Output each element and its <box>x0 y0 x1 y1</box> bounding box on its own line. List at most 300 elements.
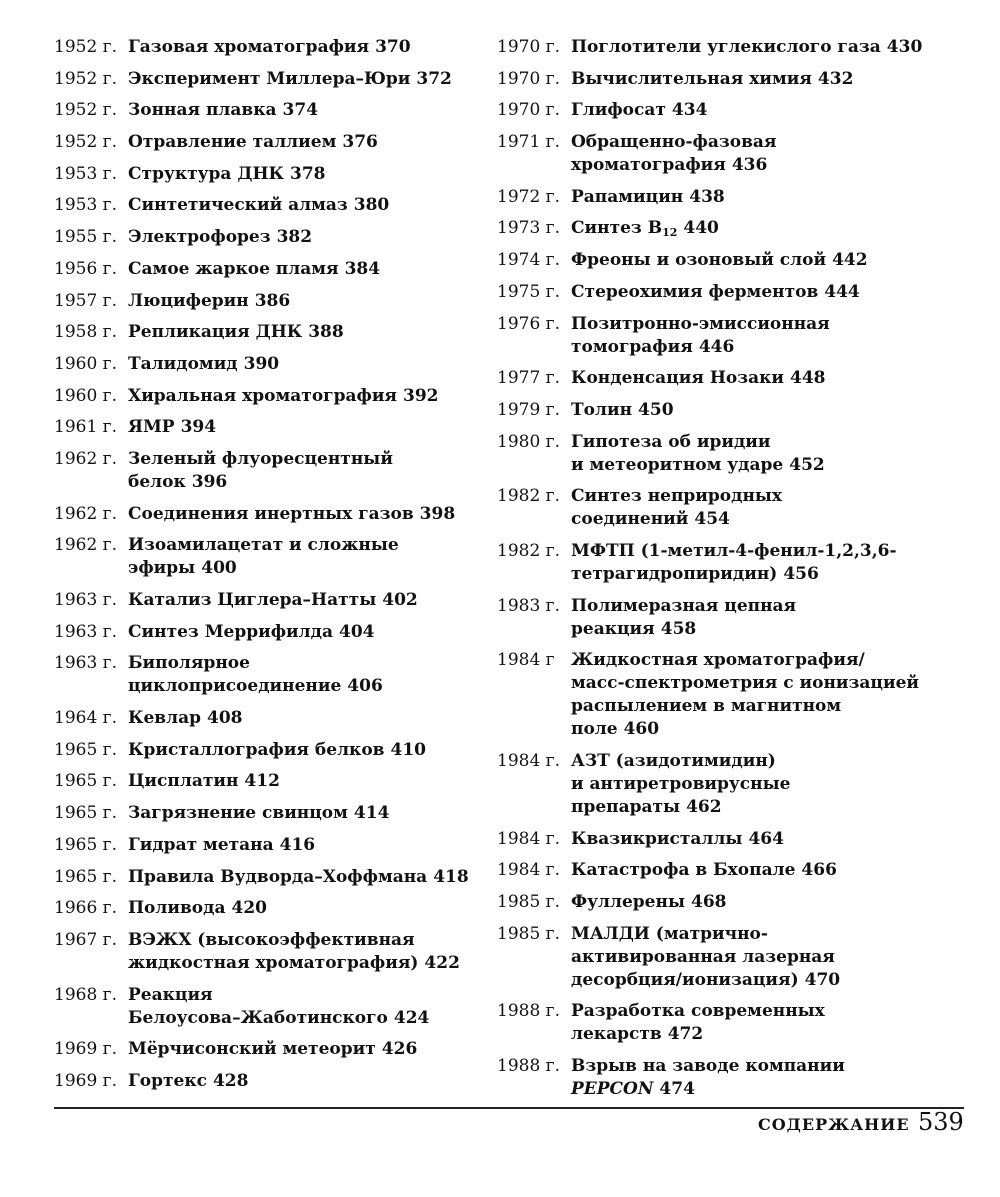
entry-year: 1973 г. <box>497 218 560 239</box>
entry-title <box>571 923 967 992</box>
entry-title-text: и антиретровирусные <box>571 774 791 794</box>
entry-title <box>128 1038 474 1061</box>
entry-title-text: Реакция <box>128 984 213 1005</box>
entry-page-number: 432 <box>817 68 854 89</box>
entry-page-number: 464 <box>748 828 784 849</box>
toc-entry <box>54 707 474 730</box>
entry-title-text: Разработка современных <box>571 1001 825 1022</box>
toc-entry <box>54 321 474 344</box>
entry-page-number: 422 <box>424 952 460 973</box>
entry-page-number: 450 <box>638 399 674 420</box>
entry-subscript: 12 <box>662 226 678 240</box>
entry-title-text: Катализ Циглера–Натты <box>128 590 377 610</box>
entry-title-text: ЯМР <box>128 417 175 438</box>
toc-entry <box>54 226 474 249</box>
entry-title-line <box>128 557 474 580</box>
toc-entry <box>497 1055 967 1101</box>
toc-entry <box>497 36 967 59</box>
entry-title <box>571 859 967 882</box>
toc-entry <box>497 649 967 741</box>
entry-page-number: 380 <box>353 195 390 216</box>
entry-title-text: и метеоритном ударе <box>571 454 784 475</box>
toc-entry <box>54 36 474 59</box>
entry-title <box>571 249 967 272</box>
entry-title-text: Отравление таллием <box>128 132 337 153</box>
entry-title-text: Цисплатин <box>128 771 239 792</box>
entry-title <box>128 416 474 439</box>
entry-title-text: Синтез B <box>571 218 663 239</box>
entry-page-number: 400 <box>201 558 237 579</box>
entry-year: 1962 г. <box>54 535 117 556</box>
entry-title-line <box>571 454 967 477</box>
entry-title-line <box>571 186 967 209</box>
entry-year: 1988 г. <box>497 1001 560 1022</box>
entry-title <box>128 707 474 730</box>
toc-column-right <box>497 36 967 1110</box>
entry-page-number: 406 <box>347 676 383 697</box>
entry-title-line <box>128 68 474 91</box>
entry-year: 1983 г. <box>497 595 560 616</box>
entry-page-number: 382 <box>276 227 313 248</box>
entry-title-line <box>128 739 474 762</box>
entry-page-number: 474 <box>659 1079 695 1100</box>
entry-year: 1965 г. <box>54 866 117 887</box>
entry-title-text: Изоамилацетат и сложные <box>128 535 399 556</box>
toc-entry <box>497 431 967 477</box>
toc-entry <box>497 131 967 177</box>
entry-title <box>571 750 967 819</box>
entry-page-number: 390 <box>243 353 280 374</box>
entry-year: 1952 г. <box>54 100 117 121</box>
entry-title-text: Поливода <box>128 898 226 919</box>
entry-title <box>571 36 967 59</box>
entry-year: 1984 г. <box>497 751 560 771</box>
toc-entry <box>497 750 967 819</box>
toc-entry <box>54 984 474 1030</box>
entry-title <box>128 534 474 580</box>
entry-title-line <box>128 984 474 1007</box>
entry-title-text: Белоусова–Жаботинского <box>128 1007 388 1028</box>
entry-year: 1968 г. <box>54 984 117 1005</box>
entry-page-number: 374 <box>282 100 319 121</box>
entry-page-number: 394 <box>180 417 217 438</box>
entry-year: 1962 г. <box>54 448 117 469</box>
toc-entry <box>497 217 967 240</box>
entry-title-line <box>571 399 967 422</box>
entry-title <box>128 929 474 975</box>
footer-rule <box>54 1107 964 1109</box>
entry-title-text: Зеленый флуоресцентный <box>128 448 393 469</box>
entry-page-number: 396 <box>191 471 228 492</box>
entry-title <box>128 131 474 154</box>
entry-year: 1974 г. <box>497 250 560 271</box>
toc-entry <box>497 367 967 390</box>
entry-page-number: 446 <box>698 336 735 357</box>
entry-title-line <box>571 773 967 796</box>
entry-title <box>571 431 967 477</box>
toc-entry <box>54 621 474 644</box>
toc-entry <box>54 589 474 612</box>
entry-page-number: 410 <box>390 739 426 760</box>
entry-year: 1976 г. <box>497 313 560 334</box>
entry-title-text: Талидомид <box>128 353 238 374</box>
entry-page-number: 444 <box>824 281 860 302</box>
entry-title-text: Взрыв на заводе компании <box>571 1056 845 1077</box>
entry-title-text: Хиральная хроматография <box>128 385 397 406</box>
entry-year: 1962 г. <box>54 503 117 524</box>
entry-title <box>128 866 474 889</box>
entry-title-line <box>571 595 967 618</box>
entry-title-line <box>128 290 474 313</box>
entry-year: 1982 г. <box>497 486 560 507</box>
entry-title-text: Соединения инертных газов <box>128 503 414 524</box>
toc-entry <box>54 68 474 91</box>
entry-title-line <box>571 946 967 969</box>
entry-page-number: 454 <box>694 509 730 530</box>
toc-entry <box>497 859 967 882</box>
entry-title-line <box>571 485 967 508</box>
entry-title <box>128 226 474 249</box>
entry-title-text: Эксперимент Миллера–Юри <box>128 68 411 89</box>
entry-title-text: МАЛДИ (матрично- <box>571 923 768 944</box>
entry-title-text: жидкостная хроматография) <box>128 952 419 973</box>
entry-title-line <box>128 929 474 952</box>
entry-page-number: 418 <box>433 866 469 887</box>
entry-title-text: Гипотеза об иридии <box>571 431 771 452</box>
toc-entry <box>54 534 474 580</box>
toc-entry <box>54 385 474 408</box>
entry-page-number: 402 <box>382 590 418 610</box>
entry-title-line <box>571 923 967 946</box>
entry-year: 1969 г. <box>54 1039 117 1060</box>
entry-title-text: Зонная плавка <box>128 100 277 121</box>
entry-title <box>128 353 474 376</box>
entry-title-text: поле <box>571 719 618 740</box>
entry-page-number: 470 <box>804 969 841 990</box>
entry-title <box>571 399 967 422</box>
entry-page-number: 378 <box>290 163 326 184</box>
entry-year: 1957 г. <box>54 290 117 311</box>
entry-title-line <box>571 891 967 914</box>
entry-year: 1960 г. <box>54 385 117 406</box>
entry-title-line <box>128 321 474 344</box>
entry-title-text: Гортекс <box>128 1070 207 1091</box>
entry-title-text: тетрагидропиридин) <box>571 563 778 584</box>
entry-title-line <box>128 707 474 730</box>
entry-title-line <box>571 540 967 563</box>
entry-title-text: Газовая хроматография <box>128 37 370 57</box>
entry-title <box>128 258 474 281</box>
entry-title-text: Полимеразная цепная <box>571 595 797 616</box>
entry-title-text: Жидкостная хроматография/ <box>571 650 865 671</box>
entry-title-line <box>128 770 474 793</box>
entry-page-number: 460 <box>623 719 660 740</box>
entry-title-line <box>128 353 474 376</box>
entry-title <box>128 834 474 857</box>
entry-title-line <box>128 503 474 526</box>
entry-title-text: препараты <box>571 797 681 817</box>
entry-title-line <box>571 796 967 819</box>
entry-title <box>571 891 967 914</box>
entry-title-line <box>571 563 967 586</box>
entry-title <box>128 652 474 698</box>
entry-page-number: 428 <box>212 1070 249 1091</box>
entry-title <box>571 595 967 641</box>
entry-page-number: 426 <box>381 1039 418 1060</box>
toc-entry <box>54 929 474 975</box>
page-number: 539 <box>918 1108 964 1136</box>
entry-title-text: томография <box>571 336 693 357</box>
entry-year: 1963 г. <box>54 590 117 610</box>
running-head: СОДЕРЖАНИЕ <box>758 1115 910 1134</box>
toc-entry <box>54 770 474 793</box>
entry-title-text: Правила Вудворда–Хоффмана <box>128 866 428 887</box>
entry-year: 1966 г. <box>54 898 117 919</box>
entry-title-line <box>128 448 474 471</box>
entry-title <box>128 163 474 186</box>
entry-title-text: Поглотители углекислого газа <box>571 37 881 57</box>
entry-page-number: 424 <box>393 1007 430 1028</box>
entry-title <box>128 503 474 526</box>
entry-title-line <box>128 589 474 612</box>
entry-title-line <box>571 718 967 741</box>
entry-title-line <box>571 969 967 992</box>
entry-year: 1963 г. <box>54 621 117 642</box>
toc-entry <box>497 399 967 422</box>
toc-entry <box>497 828 967 851</box>
entry-page-number: 448 <box>790 368 826 389</box>
entry-title-text: Квазикристаллы <box>571 828 743 849</box>
entry-page-number: 416 <box>279 834 316 855</box>
entry-title-line <box>571 1078 967 1101</box>
entry-title-line <box>128 1070 474 1093</box>
entry-title-line <box>571 36 967 59</box>
entry-title-line <box>128 163 474 186</box>
entry-title-line <box>571 367 967 390</box>
entry-title-text: соединений <box>571 509 689 530</box>
entry-page-number: 370 <box>375 37 411 57</box>
entry-title-text: белок <box>128 471 186 492</box>
entry-year: 1964 г. <box>54 708 117 729</box>
toc-entry <box>54 353 474 376</box>
entry-title <box>571 828 967 851</box>
entry-title <box>128 1070 474 1093</box>
entry-title-line <box>128 226 474 249</box>
entry-title <box>128 385 474 408</box>
entry-title <box>571 131 967 177</box>
entry-page-number: 440 <box>683 218 719 239</box>
entry-title-line <box>128 416 474 439</box>
entry-title-line <box>128 534 474 557</box>
entry-title-text: Самое жаркое пламя <box>128 258 339 279</box>
entry-title-line <box>571 217 967 240</box>
toc-entry <box>497 99 967 122</box>
entry-title <box>128 68 474 91</box>
entry-page-number: 468 <box>691 892 727 913</box>
entry-title-text: Биполярное <box>128 653 250 674</box>
entry-year: 1955 г. <box>54 227 117 248</box>
entry-page-number: 456 <box>783 563 819 584</box>
toc-entry <box>497 249 967 272</box>
entry-title-line <box>571 508 967 531</box>
entry-title-line <box>128 36 474 59</box>
toc-entry <box>497 485 967 531</box>
entry-title <box>128 99 474 122</box>
entry-title-line <box>571 649 967 672</box>
entry-page-number: 376 <box>342 132 378 153</box>
entry-title <box>571 186 967 209</box>
entry-title-line <box>571 828 967 851</box>
entry-title <box>571 68 967 91</box>
entry-year: 1952 г. <box>54 37 117 57</box>
entry-title <box>571 1055 967 1101</box>
entry-title-text: Катастрофа в Бхопале <box>571 860 796 881</box>
entry-title-text: Структура ДНК <box>128 163 284 184</box>
entry-year: 1985 г. <box>497 923 560 944</box>
entry-year: 1953 г. <box>54 195 117 216</box>
entry-title <box>571 540 967 586</box>
toc-entry <box>497 313 967 359</box>
entry-year: 1984 г. <box>497 860 560 881</box>
entry-page-number: 404 <box>339 621 375 642</box>
entry-page-number: 384 <box>344 258 381 279</box>
entry-title-line <box>128 952 474 975</box>
entry-year: 1988 г. <box>497 1056 560 1077</box>
entry-year: 1984 г <box>497 650 555 671</box>
entry-title-line <box>571 281 967 304</box>
entry-title-text: циклоприсоединение <box>128 676 342 697</box>
entry-year: 1979 г. <box>497 399 560 420</box>
entry-page-number: 388 <box>308 322 344 343</box>
entry-title-text: лекарств <box>571 1024 662 1045</box>
entry-title-line <box>571 431 967 454</box>
entry-title-line <box>571 336 967 359</box>
entry-title-text: Синтез Меррифилда <box>128 621 333 642</box>
entry-page-number: 412 <box>244 771 280 792</box>
entry-title <box>128 448 474 494</box>
toc-entry <box>497 1000 967 1046</box>
entry-title <box>571 281 967 304</box>
entry-page-number: 438 <box>689 186 725 207</box>
toc-entry <box>497 281 967 304</box>
entry-title <box>128 984 474 1030</box>
entry-page-number: 414 <box>353 803 390 824</box>
entry-page-number: 398 <box>419 503 456 524</box>
toc-entry <box>54 503 474 526</box>
entry-year: 1984 г. <box>497 828 560 849</box>
entry-title-text: МФТП (1-метил-4-фенил-1,2,3,6- <box>571 540 897 561</box>
entry-title-text: Фуллерены <box>571 892 685 913</box>
entry-title-line <box>571 99 967 122</box>
entry-title <box>128 589 474 612</box>
entry-year: 1965 г. <box>54 834 117 855</box>
entry-title <box>571 367 967 390</box>
entry-title <box>571 313 967 359</box>
toc-entry <box>497 595 967 641</box>
entry-title-text: Обращенно-фазовая <box>571 132 777 153</box>
entry-year: 1969 г. <box>54 1070 117 1091</box>
toc-entry <box>54 194 474 217</box>
toc-entry <box>54 258 474 281</box>
entry-title-text: масс-спектрометрия с ионизацией <box>571 673 920 694</box>
toc-entry <box>54 802 474 825</box>
entry-title-text: Позитронно-эмиссионная <box>571 313 830 334</box>
entry-title <box>128 739 474 762</box>
entry-title-text: Репликация ДНК <box>128 322 303 343</box>
entry-title-text: АЗТ (азидотимидин) <box>571 751 776 771</box>
entry-title-line <box>571 695 967 718</box>
entry-title-line <box>571 618 967 641</box>
entry-title-text: эфиры <box>128 558 196 579</box>
toc-entry <box>54 448 474 494</box>
entry-page-number: 408 <box>206 708 243 729</box>
toc-entry <box>54 131 474 154</box>
entry-title-text: Электрофорез <box>128 227 271 248</box>
entry-title <box>571 1000 967 1046</box>
entry-year: 1952 г. <box>54 68 117 89</box>
toc-entry <box>54 897 474 920</box>
entry-page-number: 372 <box>416 68 452 89</box>
entry-title-text: Стереохимия ферментов <box>571 281 819 302</box>
entry-title <box>128 321 474 344</box>
entry-title-line <box>128 834 474 857</box>
entry-year: 1970 г. <box>497 68 560 89</box>
entry-title-line <box>128 258 474 281</box>
entry-title-line <box>571 672 967 695</box>
entry-title-line <box>128 131 474 154</box>
entry-page-number: 436 <box>731 155 768 176</box>
entry-year: 1967 г. <box>54 929 117 950</box>
entry-title-text: Глифосат <box>571 100 666 121</box>
entry-year: 1972 г. <box>497 186 560 207</box>
entry-title-line <box>571 750 967 773</box>
entry-year: 1982 г. <box>497 540 560 561</box>
entry-title-line <box>128 471 474 494</box>
entry-title-line <box>128 194 474 217</box>
entry-title-line <box>128 652 474 675</box>
entry-year: 1965 г. <box>54 739 117 760</box>
entry-title-text: активированная лазерная <box>571 946 835 967</box>
entry-title-text: Мёрчисонский метеорит <box>128 1039 376 1060</box>
entry-title-text: ВЭЖХ (высокоэффективная <box>128 929 415 950</box>
toc-column-left <box>54 36 474 1102</box>
entry-page-number: 442 <box>832 250 868 271</box>
entry-title <box>571 649 967 741</box>
entry-year: 1975 г. <box>497 281 560 302</box>
entry-title <box>128 194 474 217</box>
entry-title-text: Вычислительная химия <box>571 68 812 89</box>
entry-title <box>128 770 474 793</box>
toc-entry <box>54 416 474 439</box>
toc-entry <box>54 1038 474 1061</box>
toc-entry <box>54 834 474 857</box>
entry-year: 1963 г. <box>54 653 117 674</box>
entry-title-line <box>128 866 474 889</box>
entry-title <box>571 217 967 240</box>
entry-year: 1956 г. <box>54 258 117 279</box>
entry-year: 1958 г. <box>54 322 117 343</box>
entry-page-number: 392 <box>403 385 439 406</box>
entry-title <box>128 621 474 644</box>
toc-entry <box>497 923 967 992</box>
entry-year: 1961 г. <box>54 417 117 438</box>
entry-title <box>128 36 474 59</box>
toc-entry <box>54 652 474 698</box>
entry-title-line <box>128 385 474 408</box>
toc-entry <box>497 891 967 914</box>
entry-title-line <box>571 859 967 882</box>
entry-title-text: распылением в магнитном <box>571 696 842 717</box>
